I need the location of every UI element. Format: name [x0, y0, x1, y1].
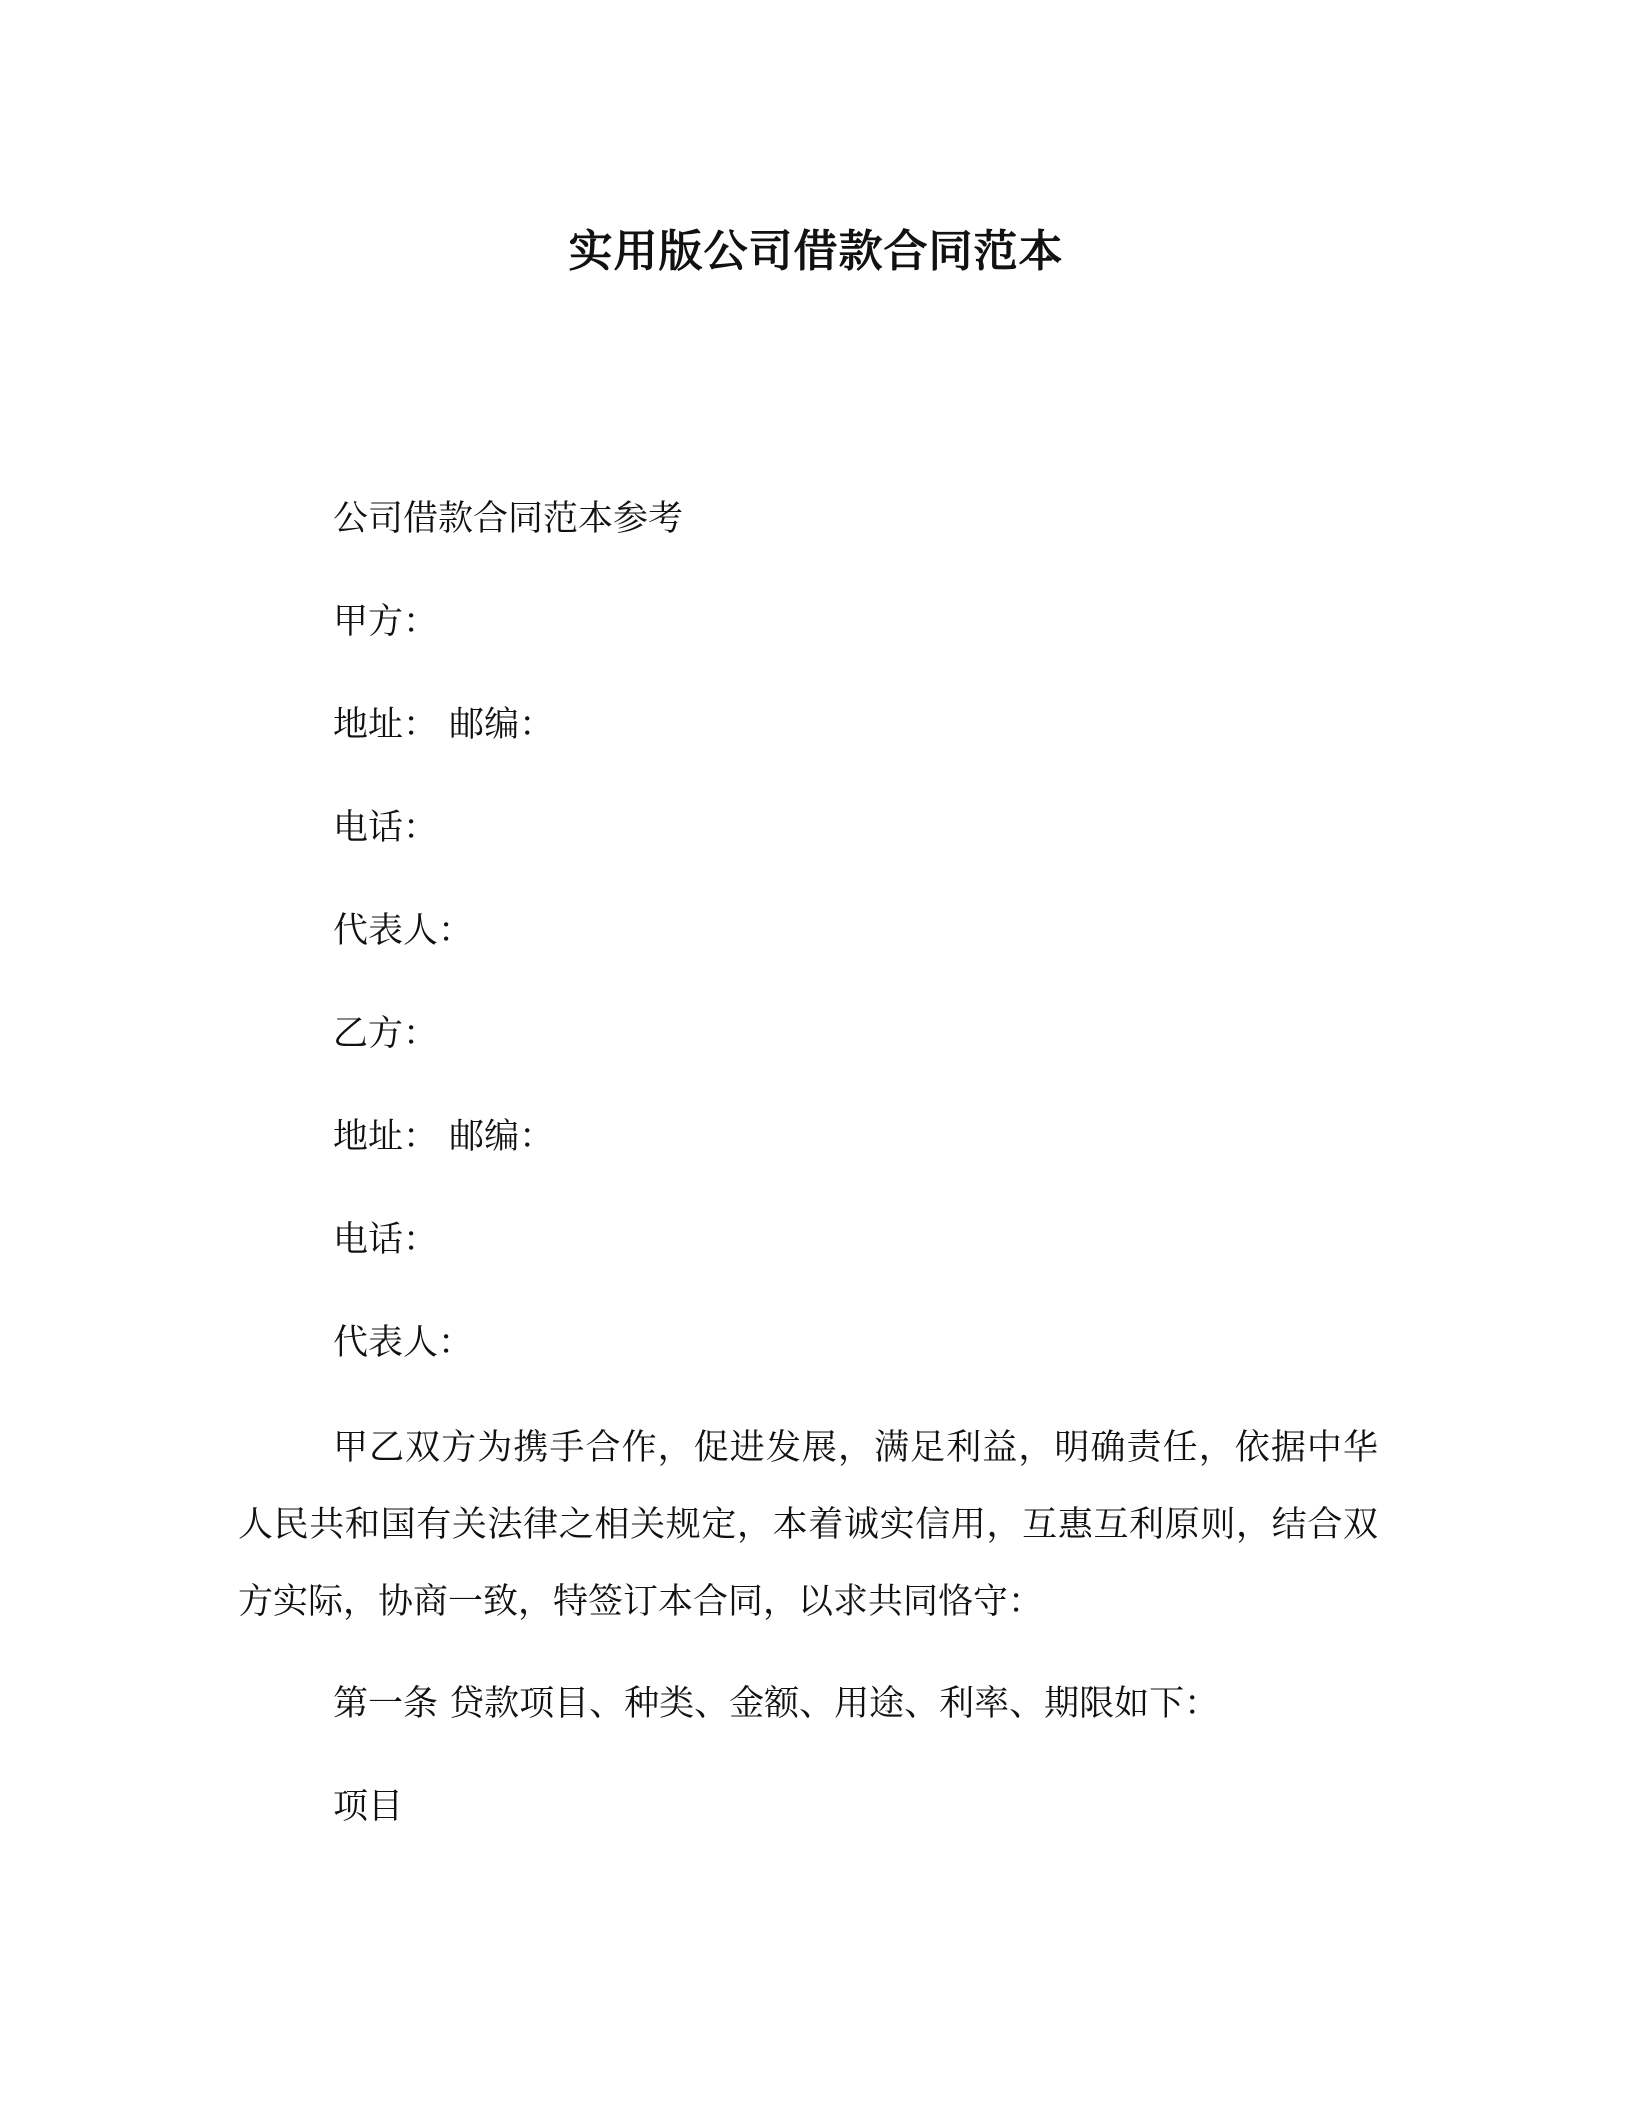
party-b-phone-label: 电话： — [333, 1220, 439, 1260]
party-a-address-label: 地址： 邮编： — [333, 705, 555, 745]
preamble-paragraph: 甲乙双方为携手合作，促进发展，满足利益，明确责任，依据中华人民共和国有关法律之相关规定，本着诚实信用，互惠互利原则，结合双方实际，协商一致，特签订本合同，以求共同恪守： — [238, 1428, 1378, 1622]
party-b-address-label: 地址： 邮编： — [333, 1117, 555, 1157]
article-1-heading: 第一条 贷款项目、种类、金额、用途、利率、期限如下： — [333, 1684, 1220, 1724]
document-title: 实用版公司借款合同范本 — [568, 226, 1064, 277]
item-label: 项目 — [333, 1787, 404, 1827]
document-subtitle: 公司借款合同范本参考 — [333, 499, 684, 539]
party-a-phone-label: 电话： — [333, 808, 439, 848]
party-b-label: 乙方： — [333, 1014, 439, 1054]
party-b-representative-label: 代表人： — [333, 1323, 474, 1363]
party-a-representative-label: 代表人： — [333, 911, 474, 951]
party-a-label: 甲方： — [333, 602, 439, 642]
